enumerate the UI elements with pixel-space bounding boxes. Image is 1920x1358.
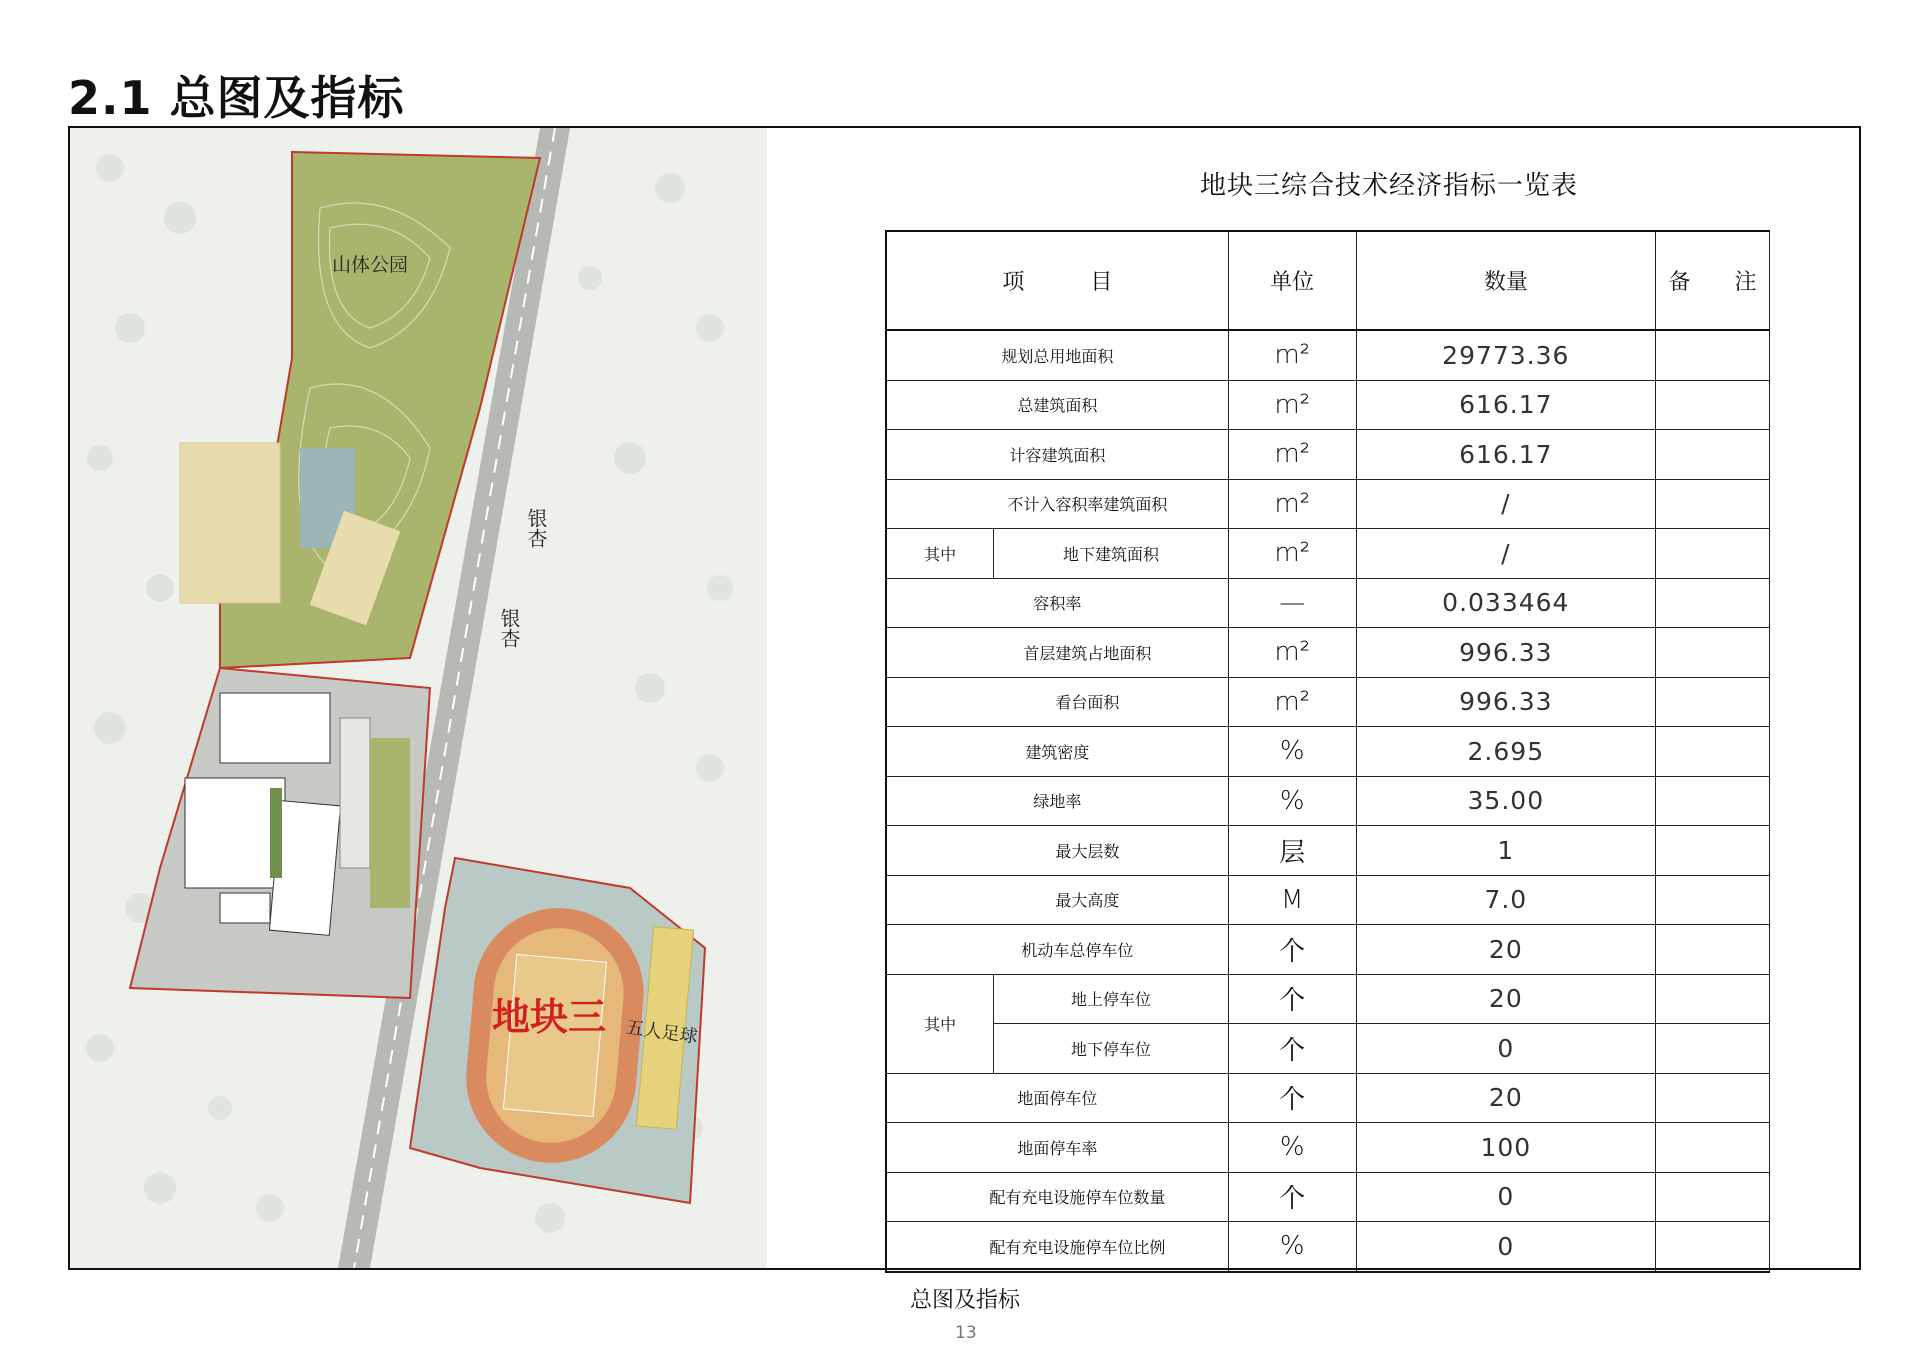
row-note xyxy=(1656,826,1770,876)
site-plan-map xyxy=(70,128,767,1268)
row-value: 2.695 xyxy=(1356,727,1656,777)
row-unit: 个 xyxy=(1228,1073,1356,1123)
table-row xyxy=(886,677,1770,727)
building-4 xyxy=(220,893,270,923)
table-row xyxy=(886,479,1770,529)
row-unit: % xyxy=(1228,1222,1356,1272)
row-item: 机动车总停车位 xyxy=(886,925,1228,975)
table-row xyxy=(886,1073,1770,1123)
row-item: 地下停车位 xyxy=(994,1024,1229,1074)
row-item: 计容建筑面积 xyxy=(886,430,1228,480)
table-row xyxy=(886,529,1770,579)
row-unit: m² xyxy=(1228,430,1356,480)
indicator-table xyxy=(885,230,1770,1273)
row-unit: m² xyxy=(1228,628,1356,678)
row-unit: 个 xyxy=(1228,974,1356,1024)
row-value: 0 xyxy=(1356,1024,1656,1074)
row-value: 1 xyxy=(1356,826,1656,876)
row-item: 配有充电设施停车位数量 xyxy=(886,1172,1228,1222)
table-row xyxy=(886,380,1770,430)
row-value: 100 xyxy=(1356,1123,1656,1173)
road-label: 银杏 xyxy=(524,508,548,548)
row-value: 0 xyxy=(1356,1172,1656,1222)
row-value: 996.33 xyxy=(1356,628,1656,678)
row-item: 看台面积 xyxy=(886,677,1228,727)
row-note xyxy=(1656,1123,1770,1173)
table-row xyxy=(886,578,1770,628)
page-number: 13 xyxy=(955,1323,977,1343)
row-unit: 层 xyxy=(1228,826,1356,876)
row-item: 总建筑面积 xyxy=(886,380,1228,430)
row-note xyxy=(1656,1024,1770,1074)
row-unit: m² xyxy=(1228,677,1356,727)
row-note xyxy=(1656,1172,1770,1222)
row-note xyxy=(1656,1222,1770,1272)
row-value: / xyxy=(1356,529,1656,579)
table-row xyxy=(886,925,1770,975)
row-item: 绿地率 xyxy=(886,776,1228,826)
court-area xyxy=(180,443,280,603)
table-row xyxy=(886,875,1770,925)
row-note xyxy=(1656,974,1770,1024)
row-item: 容积率 xyxy=(886,578,1228,628)
parcel-label: 地块三 xyxy=(492,995,607,1039)
figure-caption: 总图及指标 xyxy=(910,1288,1021,1313)
row-value: 7.0 xyxy=(1356,875,1656,925)
header-item: 项 目 xyxy=(886,231,1228,330)
football-label: 五人足球 xyxy=(624,1017,699,1048)
row-unit: 个 xyxy=(1228,1024,1356,1074)
row-item: 不计入容积率建筑面积 xyxy=(886,479,1228,529)
row-unit: m² xyxy=(1228,330,1356,380)
table-row xyxy=(886,1123,1770,1173)
row-unit: % xyxy=(1228,727,1356,777)
row-item: 地面停车率 xyxy=(886,1123,1228,1173)
row-value: / xyxy=(1356,479,1656,529)
row-value: 20 xyxy=(1356,974,1656,1024)
row-unit: 个 xyxy=(1228,925,1356,975)
row-item: 最大高度 xyxy=(886,875,1228,925)
table-row xyxy=(886,430,1770,480)
row-note xyxy=(1656,628,1770,678)
row-item: 最大层数 xyxy=(886,826,1228,876)
table-row xyxy=(886,727,1770,777)
row-unit: % xyxy=(1228,776,1356,826)
row-note xyxy=(1656,330,1770,380)
site-plan-drawing xyxy=(70,128,767,1268)
row-value: 20 xyxy=(1356,925,1656,975)
row-group: 其中 xyxy=(886,529,994,579)
row-note xyxy=(1656,1073,1770,1123)
row-note xyxy=(1656,578,1770,628)
row-unit: % xyxy=(1228,1123,1356,1173)
header-note: 备 注 xyxy=(1656,231,1770,330)
header-value: 数量 xyxy=(1356,231,1656,330)
row-note xyxy=(1656,776,1770,826)
table-row xyxy=(886,1024,1770,1074)
park-label: 山体公园 xyxy=(332,254,409,276)
row-value: 616.17 xyxy=(1356,430,1656,480)
row-value: 35.00 xyxy=(1356,776,1656,826)
row-note xyxy=(1656,380,1770,430)
row-unit: m² xyxy=(1228,380,1356,430)
table-header-row xyxy=(886,231,1770,330)
row-item: 地上停车位 xyxy=(994,974,1229,1024)
table-row xyxy=(886,826,1770,876)
row-value: 29773.36 xyxy=(1356,330,1656,380)
row-item: 地面停车位 xyxy=(886,1073,1228,1123)
table-row xyxy=(886,330,1770,380)
row-unit: m² xyxy=(1228,529,1356,579)
row-unit: 个 xyxy=(1228,1172,1356,1222)
row-value: 20 xyxy=(1356,1073,1656,1123)
row-note xyxy=(1656,430,1770,480)
row-item: 规划总用地面积 xyxy=(886,330,1228,380)
table-row xyxy=(886,1172,1770,1222)
building-1 xyxy=(220,693,330,763)
table-row xyxy=(886,974,1770,1024)
table-row xyxy=(886,776,1770,826)
row-note xyxy=(1656,529,1770,579)
table-title: 地块三综合技术经济指标一览表 xyxy=(1200,171,1579,201)
row-item: 地下建筑面积 xyxy=(994,529,1229,579)
row-group: 其中 xyxy=(886,974,994,1073)
row-unit: m² xyxy=(1228,479,1356,529)
row-note xyxy=(1656,727,1770,777)
row-item: 首层建筑占地面积 xyxy=(886,628,1228,678)
page-title: 2.1 总图及指标 xyxy=(68,71,405,125)
row-item: 配有充电设施停车位比例 xyxy=(886,1222,1228,1272)
row-note xyxy=(1656,875,1770,925)
row-value: 996.33 xyxy=(1356,677,1656,727)
row-unit: M xyxy=(1228,875,1356,925)
row-note xyxy=(1656,677,1770,727)
table-row xyxy=(886,1222,1770,1272)
row-item: 建筑密度 xyxy=(886,727,1228,777)
row-note xyxy=(1656,925,1770,975)
road-label-2: 银杏 xyxy=(497,608,521,648)
row-value: 0.033464 xyxy=(1356,578,1656,628)
row-note xyxy=(1656,479,1770,529)
row-value: 616.17 xyxy=(1356,380,1656,430)
header-unit: 单位 xyxy=(1228,231,1356,330)
row-value: 0 xyxy=(1356,1222,1656,1272)
table-row xyxy=(886,628,1770,678)
row-unit: — xyxy=(1228,578,1356,628)
